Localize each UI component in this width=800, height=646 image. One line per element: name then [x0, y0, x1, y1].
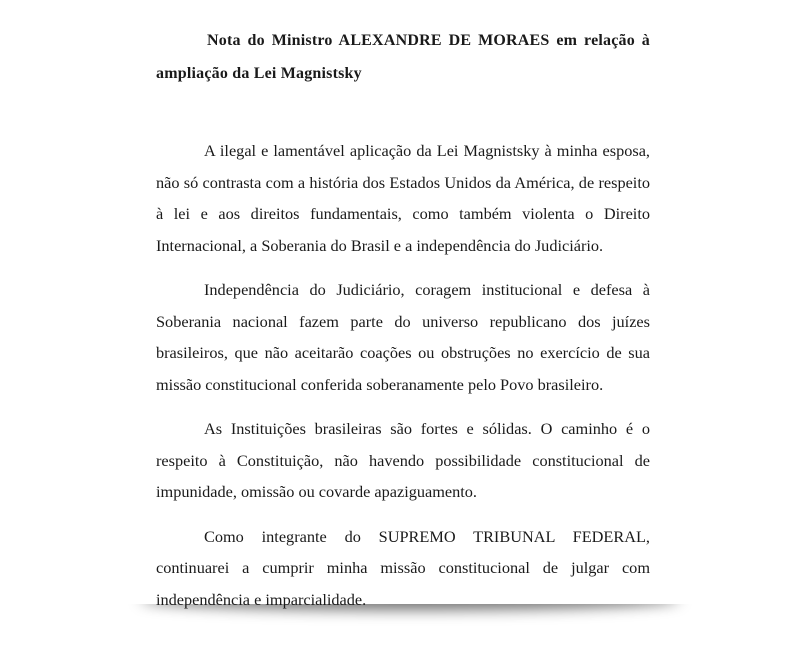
document-title: Nota do Ministro ALEXANDRE DE MORAES em relação à ampliação da Lei Magnistsky [156, 32, 650, 82]
paragraph-4: Como integrante do SUPREMO TRIBUNAL FEDERAL, continuarei a cumprir minha missão constitucional de julgar com independência e imparcialidade. [156, 526, 650, 609]
document-content [156, 24, 650, 628]
paragraph-3: As Instituições brasileiras são fortes e sólidas. O caminho é o respeito à Constituição, não havendo possibilidade constitucional de impunidade, omissão ou covarde apaziguamento. [156, 419, 650, 501]
document-body [156, 135, 650, 615]
paragraph-1: A ilegal e lamentável aplicação da Lei Magnistsky à minha esposa, não só contrasta com a história dos Estados Unidos da América, de respeito à lei e aos direitos fundamentais, como também violenta o Direito Internacional, a Soberania do Brasil e a independência do Judiciário. [156, 141, 650, 255]
paragraph-2: Independência do Judiciário, coragem institucional e defesa à Soberania nacional fazem parte do universo republicano dos juízes brasileiros, que não aceitarão coações ou obstruções no exercício de sua missão constitucional conferida soberanamente pelo Povo brasileiro. [156, 280, 650, 394]
